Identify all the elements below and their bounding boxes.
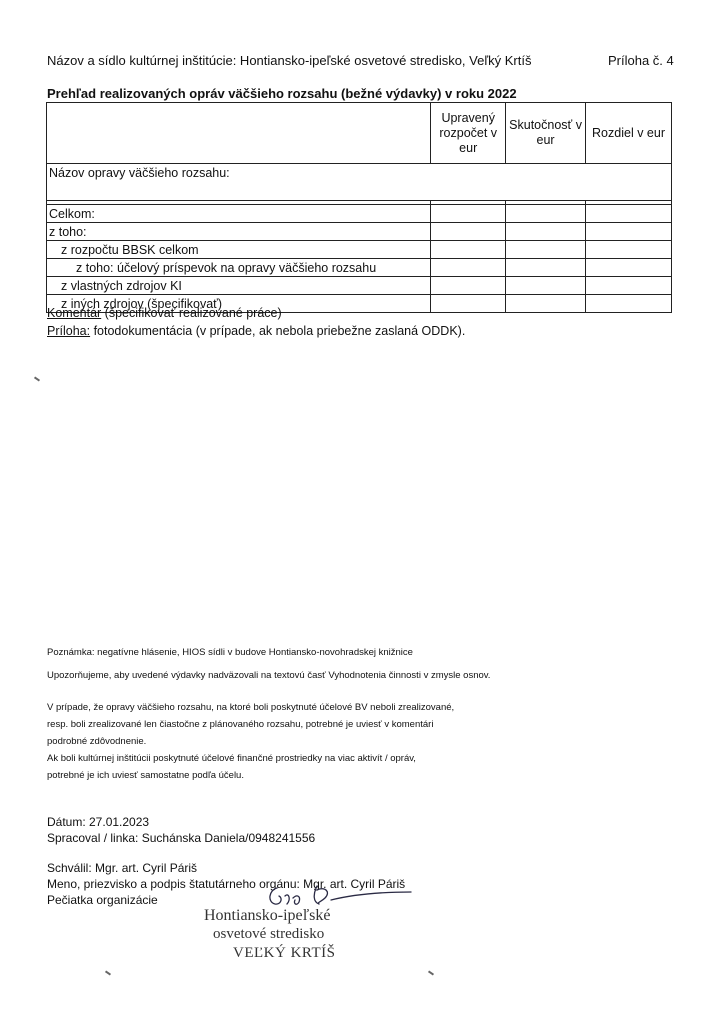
value-cell bbox=[586, 295, 672, 313]
stamp-label: Pečiatka organizácie bbox=[47, 893, 158, 907]
value-cell bbox=[586, 259, 672, 277]
note-line: podrobné zdôvodnenie. bbox=[47, 736, 147, 747]
row-label: z rozpočtu BBSK celkom bbox=[47, 241, 431, 259]
stamp-line-2: osvetové stredisko bbox=[213, 926, 325, 942]
document-title: Prehľad realizovaných opráv väčšieho rozsahu (bežné výdavky) v roku 2022 bbox=[47, 86, 517, 101]
attachment-text: fotodokumentácia (v prípade, ak nebola priebežne zaslaná ODDK). bbox=[90, 324, 466, 338]
scan-speck bbox=[34, 376, 40, 381]
table-row bbox=[47, 259, 672, 277]
repairs-table bbox=[46, 102, 672, 313]
table-row bbox=[47, 277, 672, 295]
value-cell bbox=[431, 259, 506, 277]
value-cell bbox=[506, 259, 586, 277]
scan-speck bbox=[105, 970, 111, 975]
note-line: potrebné je ich uviesť samostatne podľa účelu. bbox=[47, 770, 244, 781]
institution-header: Názov a sídlo kultúrnej inštitúcie: Hontiansko-ipeľské osvetové stredisko, Veľký Krtíš bbox=[47, 53, 532, 68]
approved-by-line: Schválil: Mgr. art. Cyril Páriš bbox=[47, 861, 198, 875]
value-cell bbox=[586, 241, 672, 259]
row-label: z toho: účelový príspevok na opravy väčšieho rozsahu bbox=[47, 259, 431, 277]
column-header-difference: Rozdiel v eur bbox=[586, 103, 672, 164]
value-cell bbox=[506, 277, 586, 295]
prepared-by-line: Spracoval / linka: Suchánska Daniela/0948241556 bbox=[47, 831, 316, 845]
comment-text: (špecifikovať realizované práce) bbox=[101, 306, 282, 320]
note-line: Upozorňujeme, aby uvedené výdavky nadväzovali na textovú časť Vyhodnotenia činnosti v zmysle osnov. bbox=[47, 670, 491, 681]
table-row bbox=[47, 164, 672, 201]
value-cell bbox=[586, 223, 672, 241]
table-row bbox=[47, 205, 672, 223]
statutory-line: Meno, priezvisko a podpis štatutárneho orgánu: Mgr. art. Cyril Páriš bbox=[47, 877, 406, 891]
value-cell bbox=[506, 205, 586, 223]
repair-name-cell: Názov opravy väčšieho rozsahu: bbox=[47, 164, 672, 201]
value-cell bbox=[431, 223, 506, 241]
row-label: z iných zdrojov (špecifikovať) bbox=[47, 295, 431, 313]
note-line: Poznámka: negatívne hlásenie, HIOS sídli v budove Hontiansko-novohradskej knižnice bbox=[47, 647, 413, 658]
stamp-line-3: VEĽKÝ KRTÍŠ bbox=[233, 945, 336, 961]
note-line: Ak boli kultúrnej inštitúcii poskytnuté účelové finančné prostriedky na viac aktivít / opráv, bbox=[47, 753, 416, 764]
value-cell bbox=[506, 223, 586, 241]
row-label: Celkom: bbox=[47, 205, 431, 223]
scan-speck bbox=[428, 970, 434, 975]
column-header-budget: Upravený rozpočet v eur bbox=[431, 103, 506, 164]
table-row bbox=[47, 241, 672, 259]
value-cell bbox=[586, 205, 672, 223]
value-cell bbox=[431, 241, 506, 259]
value-cell bbox=[506, 295, 586, 313]
attachment-line bbox=[47, 324, 465, 338]
date-line: Dátum: 27.01.2023 bbox=[47, 815, 150, 829]
value-cell bbox=[431, 205, 506, 223]
value-cell bbox=[431, 277, 506, 295]
column-header-actual: Skutočnosť v eur bbox=[506, 103, 586, 164]
note-line: resp. boli zrealizované len čiastočne z plánovaného rozsahu, potrebné je uviesť v komentári bbox=[47, 719, 434, 730]
table-row bbox=[47, 223, 672, 241]
table-header-cell bbox=[47, 103, 431, 164]
table-header-row bbox=[47, 103, 672, 164]
attachment-label: Príloha: bbox=[47, 324, 91, 338]
comment-line bbox=[47, 306, 282, 320]
stamp-line-1: Hontiansko-ipeľské bbox=[204, 907, 331, 924]
value-cell bbox=[506, 241, 586, 259]
comment-label: Komentár bbox=[47, 306, 102, 320]
attachment-number: Príloha č. 4 bbox=[608, 53, 674, 68]
note-line: V prípade, že opravy väčšieho rozsahu, na ktoré boli poskytnuté účelové BV neboli zrealizované, bbox=[47, 702, 455, 713]
row-label: z toho: bbox=[47, 223, 431, 241]
row-label: z vlastných zdrojov KI bbox=[47, 277, 431, 295]
value-cell bbox=[586, 277, 672, 295]
value-cell bbox=[431, 295, 506, 313]
